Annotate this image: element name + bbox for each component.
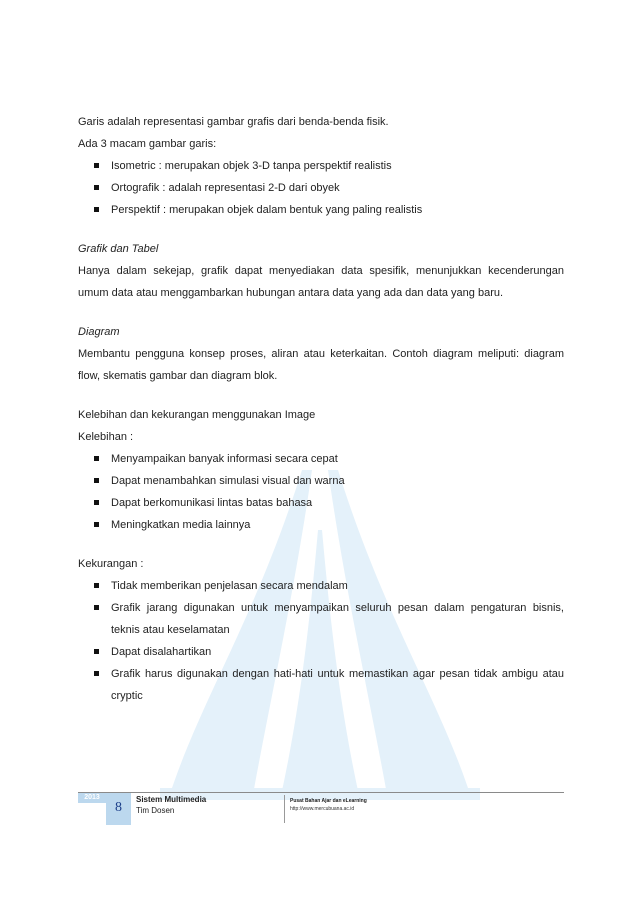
kelebihan-label: Kelebihan : <box>78 431 134 443</box>
diagram-heading: Diagram <box>78 326 120 338</box>
footer-divider <box>78 792 564 793</box>
image-heading: Kelebihan dan kekurangan menggunakan Image <box>78 409 316 421</box>
list-item: Tidak memberikan penjelasan secara mendalam <box>78 575 564 597</box>
list-item: Grafik jarang digunakan untuk menyampaikan seluruh pesan dalam pengaturan bisnis, teknis atau keselamatan <box>78 597 564 641</box>
footer-separator <box>284 795 285 823</box>
course-author: Tim Dosen <box>136 806 175 815</box>
list-item: Ortografik : adalah representasi 2-D dari obyek <box>78 177 564 199</box>
kekurangan-label: Kekurangan : <box>78 558 144 570</box>
square-bullet-icon <box>94 605 99 610</box>
square-bullet-icon <box>94 671 99 676</box>
list-item: Dapat berkomunikasi lintas batas bahasa <box>78 492 564 514</box>
square-bullet-icon <box>94 478 99 483</box>
page-number: 8 <box>106 793 131 825</box>
garis-types-label: Ada 3 macam gambar garis: <box>78 138 217 150</box>
list-item: Perspektif : merupakan objek dalam bentuk yang paling realistis <box>78 199 564 221</box>
garis-intro: Garis adalah representasi gambar grafis dari benda-benda fisik. <box>78 116 389 128</box>
square-bullet-icon <box>94 185 99 190</box>
footer-year: 2013 <box>78 793 106 803</box>
list-item: Grafik harus digunakan dengan hati-hati untuk memastikan agar pesan tidak ambigu atau cryptic <box>78 663 564 707</box>
grafik-paragraph: Hanya dalam sekejap, grafik dapat menyediakan data spesifik, menunjukkan kecenderungan umum data atau menggambarkan hubungan antara data yang ada dan data yang baru. <box>78 265 564 299</box>
list-item: Meningkatkan media lainnya <box>78 514 564 536</box>
footer-url: http://www.mercubuana.ac.id <box>290 806 355 812</box>
center-name: Pusat Bahan Ajar dan eLearning <box>290 798 367 804</box>
page-content <box>78 111 564 707</box>
kekurangan-list <box>78 575 564 707</box>
page-footer <box>78 792 564 832</box>
square-bullet-icon <box>94 649 99 654</box>
list-item: Dapat disalahartikan <box>78 641 564 663</box>
list-item: Isometric : merupakan objek 3-D tanpa perspektif realistis <box>78 155 564 177</box>
square-bullet-icon <box>94 207 99 212</box>
grafik-heading: Grafik dan Tabel <box>78 243 159 255</box>
square-bullet-icon <box>94 522 99 527</box>
square-bullet-icon <box>94 500 99 505</box>
square-bullet-icon <box>94 583 99 588</box>
square-bullet-icon <box>94 456 99 461</box>
diagram-paragraph: Membantu pengguna konsep proses, aliran atau keterkaitan. Contoh diagram meliputi: diagram flow, skematis gambar dan diagram blok. <box>78 348 564 382</box>
square-bullet-icon <box>94 163 99 168</box>
kelebihan-list <box>78 448 564 536</box>
list-item: Menyampaikan banyak informasi secara cepat <box>78 448 564 470</box>
course-title: Sistem Multimedia <box>136 795 207 804</box>
garis-list <box>78 155 564 221</box>
list-item: Dapat menambahkan simulasi visual dan warna <box>78 470 564 492</box>
